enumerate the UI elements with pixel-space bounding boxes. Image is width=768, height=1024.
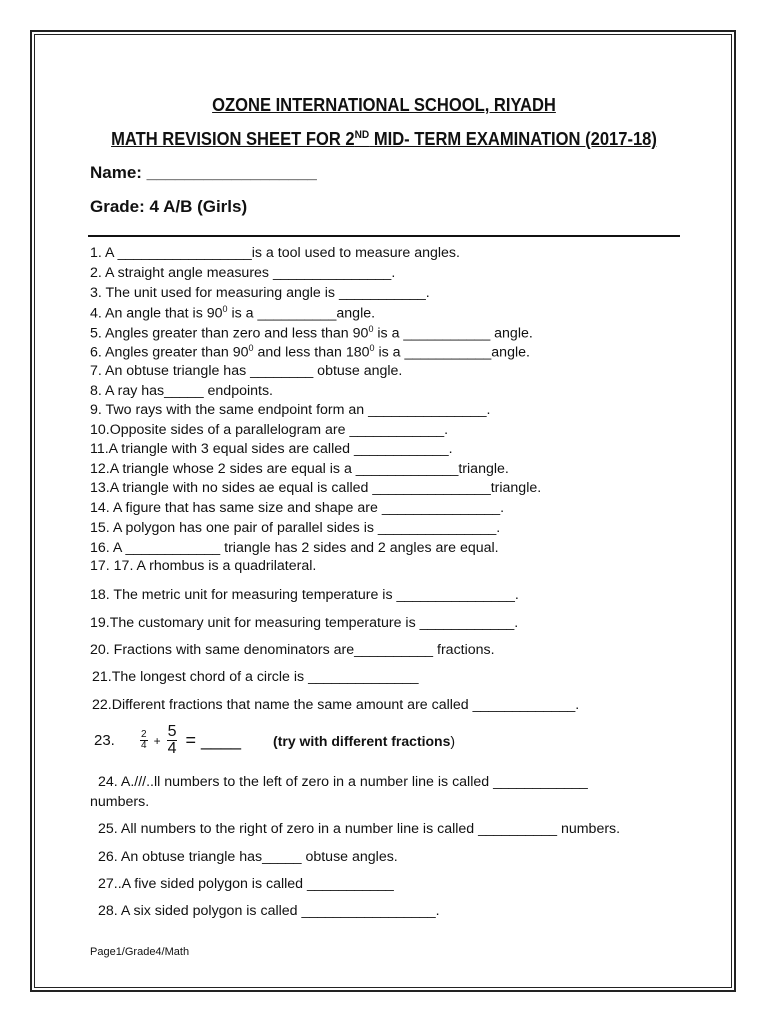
question-14: 14. A figure that has same size and shape are _______________. xyxy=(90,500,505,516)
question-16: 16. A ____________ triangle has 2 sides and 2 angles are equal. xyxy=(90,540,499,556)
question-6: 6. Angles greater than $90^0$ and less than $180^0$ is a ___________angle. xyxy=(90,343,530,361)
question-4: 4. An angle that is $90^0$ is a __________angle. xyxy=(90,304,376,322)
question-20: 20. Fractions with same denominators are__________ fractions. xyxy=(90,642,495,658)
question-11: 11.A triangle with 3 equal sides are called ____________. xyxy=(90,441,453,457)
question-24: 24. A.///..ll numbers to the left of zero in a number line is called ____________ xyxy=(98,774,588,790)
question-24-continued: numbers. xyxy=(90,794,150,810)
page-footer: Page1/Grade4/Math xyxy=(90,946,190,958)
question-23-number: 23. xyxy=(94,732,115,749)
question-22: 22.Different fractions that name the same amount are called _____________. xyxy=(92,697,580,713)
question-2: 2. A straight angle measures _______________. xyxy=(90,265,396,281)
question-8: 8. A ray has_____ endpoints. xyxy=(90,383,274,399)
question-19: 19.The customary unit for measuring temperature is ____________. xyxy=(90,615,519,631)
question-23 xyxy=(94,724,455,757)
plus-sign: + xyxy=(153,733,161,748)
school-title: OZONE INTERNATIONAL SCHOOL, RIYADH xyxy=(212,95,556,115)
question-10: 10.Opposite sides of a parallelogram are ____________. xyxy=(90,422,449,438)
question-7: 7. An obtuse triangle has ________ obtuse angle. xyxy=(90,363,403,379)
question-23-hint: (try with different fractions) xyxy=(273,732,456,749)
header-divider xyxy=(88,235,680,237)
question-27: 27..A five sided polygon is called ___________ xyxy=(98,876,394,892)
question-3: 3. The unit used for measuring angle is ___________. xyxy=(90,285,430,301)
question-5: 5. Angles greater than zero and less than $90^0$ is a ___________ angle. xyxy=(90,324,533,342)
grade-label: Grade: 4 A/B (Girls) xyxy=(90,197,248,216)
question-1: 1. A _________________is a tool used to measure angles. xyxy=(90,245,460,261)
fraction-two-fourths: $\frac{2}{4}$ xyxy=(141,729,147,751)
sheet-title: MATH REVISION SHEET FOR 2ND MID- TERM EXAMINATION (2017-18) xyxy=(111,129,657,149)
question-15: 15. A polygon has one pair of parallel sides is _______________. xyxy=(90,520,501,536)
equals-blank: = ____ xyxy=(185,730,242,750)
fraction-five-fourths: $\frac{5}{4}$ xyxy=(167,723,177,757)
question-28: 28. A six sided polygon is called _________________. xyxy=(98,903,440,919)
question-9: 9. Two rays with the same endpoint form an _______________. xyxy=(90,402,491,418)
name-field-label: Name: __________________ xyxy=(90,163,317,182)
question-12: 12.A triangle whose 2 sides are equal is a _____________triangle. xyxy=(90,461,509,477)
question-13: 13.A triangle with no sides ae equal is called _______________triangle. xyxy=(90,480,542,496)
question-26: 26. An obtuse triangle has_____ obtuse angles. xyxy=(98,849,398,865)
question-18: 18. The metric unit for measuring temperature is _______________. xyxy=(90,587,519,603)
question-21: 21.The longest chord of a circle is ______________ xyxy=(92,669,419,685)
question-25: 25. All numbers to the right of zero in a number line is called __________ numbers. xyxy=(98,821,621,837)
question-17: 17. 17. A rhombus is a quadrilateral. xyxy=(90,558,317,574)
